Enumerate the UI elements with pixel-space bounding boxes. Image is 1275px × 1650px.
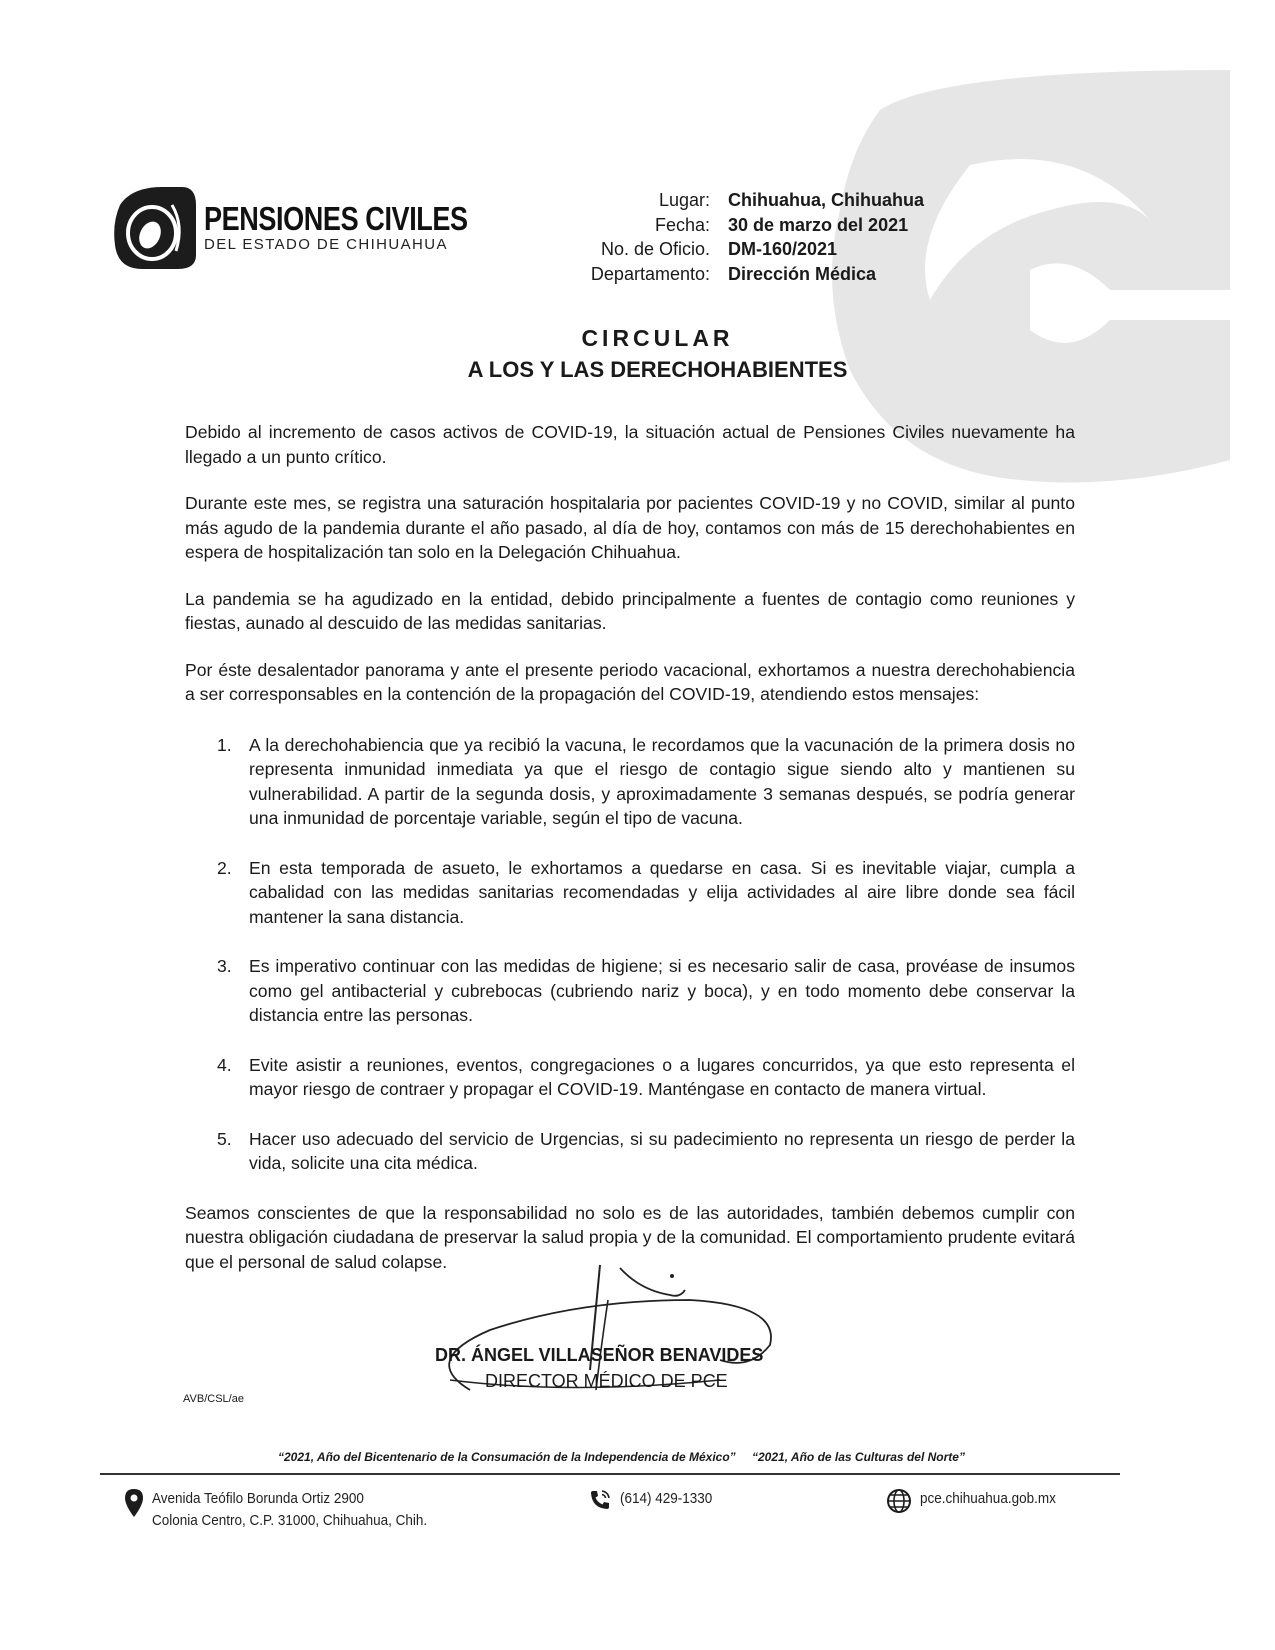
list-item-text: A la derechohabiencia que ya recibió la vacuna, le recordamos que la vacunación de la primera dosis no representa inmunidad inmediata ya que el riesgo de contagio sigue siendo alto y mantienen su vulnerabilidad. A partir de la segunda dosis, y aproximadamente 3 semanas después, se podría generar una inmunidad de porcentaje variable, según el tipo de vacuna. xyxy=(249,734,1075,828)
logo-name: PENSIONES CIVILES xyxy=(204,200,468,237)
meta-value: 30 de marzo del 2021 xyxy=(728,214,909,235)
meta-row-department xyxy=(560,262,980,287)
paragraph: Durante este mes, se registra una saturación hospitalaria por pacientes COVID-19 y no COVID, similar al punto más agudo de la pandemia durante el año pasado, al día de hoy, contamos con más de 15 derechohabientes en espera de hospitalización tan solo en la Delegación Chihuahua. xyxy=(185,493,1075,562)
list-item-text: Es imperativo continuar con las medidas de higiene; si es necesario salir de casa, provéase de insumos como gel antibacterial y cubrebocas (cubriendo nariz y boca), y en todo momento debe conservar la distancia entre las personas. xyxy=(249,956,1075,1025)
list-item-number: 2. xyxy=(217,857,232,878)
address-line-1: Avenida Teófilo Borunda Ortiz 2900 xyxy=(152,1490,364,1507)
list-item xyxy=(185,1053,1075,1102)
paragraph: Por éste desalentador panorama y ante el presente periodo vacacional, exhortamos a nuestra derechohabiencia a ser corresponsables en la contención de la propagación del COVID-19, atendiendo estos mensajes: xyxy=(185,659,1075,704)
list-item-number: 4. xyxy=(217,1054,232,1075)
list-item xyxy=(185,856,1075,930)
phone-icon xyxy=(588,1488,612,1512)
document-body xyxy=(185,420,1075,1296)
phone-number: (614) 429-1330 xyxy=(620,1490,713,1507)
document-title: CIRCULAR xyxy=(581,325,734,351)
list-item-text: Hacer uso adecuado del servicio de Urgencias, si su padecimiento no representa un riesgo de perder la vida, solicite una cita médica. xyxy=(249,1128,1075,1173)
meta-label: No. de Oficio. xyxy=(600,239,710,259)
list-item-number: 5. xyxy=(217,1128,232,1149)
list-item xyxy=(185,1127,1075,1176)
meta-row-place xyxy=(560,188,980,213)
meta-label: Departamento: xyxy=(590,263,710,284)
signature-block xyxy=(430,1260,850,1400)
footer-address xyxy=(124,1488,458,1532)
motto-northern-cultures: “2021, Año de las Culturas del Norte” xyxy=(752,1450,965,1464)
paragraph: La pandemia se ha agudizado en la entidad, debido principalmente a fuentes de contagio como reuniones y fiestas, aunado al descuido de las medidas sanitarias. xyxy=(185,588,1075,633)
location-pin-icon xyxy=(124,1488,144,1518)
paragraph: Debido al incremento de casos activos de COVID-19, la situación actual de Pensiones Civiles nuevamente ha llegado a un punto crítico. xyxy=(185,422,1075,467)
motto-bicentennial: “2021, Año del Bicentenario de la Consumación de la Independencia de México” xyxy=(278,1450,736,1464)
globe-icon xyxy=(886,1488,912,1514)
list-item xyxy=(185,733,1075,831)
meta-value: Dirección Médica xyxy=(728,263,877,284)
meta-value: DM-160/2021 xyxy=(728,239,838,259)
meta-row-office-number xyxy=(560,237,980,262)
footer-website xyxy=(886,1488,1071,1514)
list-item-number: 3. xyxy=(217,956,232,976)
meta-row-date xyxy=(560,213,980,238)
footer-divider xyxy=(100,1473,1120,1475)
meta-value: Chihuahua, Chihuahua xyxy=(728,190,924,210)
pce-logo-icon xyxy=(112,185,196,269)
footer-phone xyxy=(588,1488,723,1512)
list-item xyxy=(185,954,1075,1028)
reference-initials: AVB/CSL/ae xyxy=(183,1393,244,1405)
message-list xyxy=(185,733,1075,1176)
list-item-text: En esta temporada de asueto, le exhortamos a quedarse en casa. Si es inevitable viajar, cumpla a cabalidad con las medidas sanitarias recomendadas y elija actividades al aire libre donde sea fácil mantener la sana distancia. xyxy=(249,857,1075,927)
website-url: pce.chihuahua.gob.mx xyxy=(920,1490,1056,1507)
organization-logo xyxy=(112,185,526,269)
meta-label: Lugar: xyxy=(658,190,710,210)
document-meta xyxy=(560,188,980,286)
document-subtitle: A LOS Y LAS DERECHOHABIENTES xyxy=(467,357,848,382)
logo-subtitle: DEL ESTADO DE CHIHUAHUA xyxy=(204,236,448,253)
list-item-text: Evite asistir a reuniones, eventos, congregaciones o a lugares concurridos, ya que esto representa el mayor riesgo de contraer y propagar el COVID-19. Manténgase en contacto de manera virtual. xyxy=(249,1054,1075,1099)
closing-paragraph: Seamos conscientes de que la responsabilidad no solo es de las autoridades, también debemos cumplir con nuestra obligación ciudadana de preservar la salud propia y de la comunidad. El comportamiento prudente evitará que el personal de salud colapse. xyxy=(185,1202,1075,1272)
signatory-title: DIRECTOR MÉDICO DE PCE xyxy=(485,1371,728,1391)
meta-label: Fecha: xyxy=(654,214,710,235)
list-item-number: 1. xyxy=(217,734,232,755)
signatory-name: DR. ÁNGEL VILLASEÑOR BENAVIDES xyxy=(435,1345,764,1365)
address-line-2: Colonia Centro, C.P. 31000, Chihuahua, Chih. xyxy=(152,1512,428,1529)
